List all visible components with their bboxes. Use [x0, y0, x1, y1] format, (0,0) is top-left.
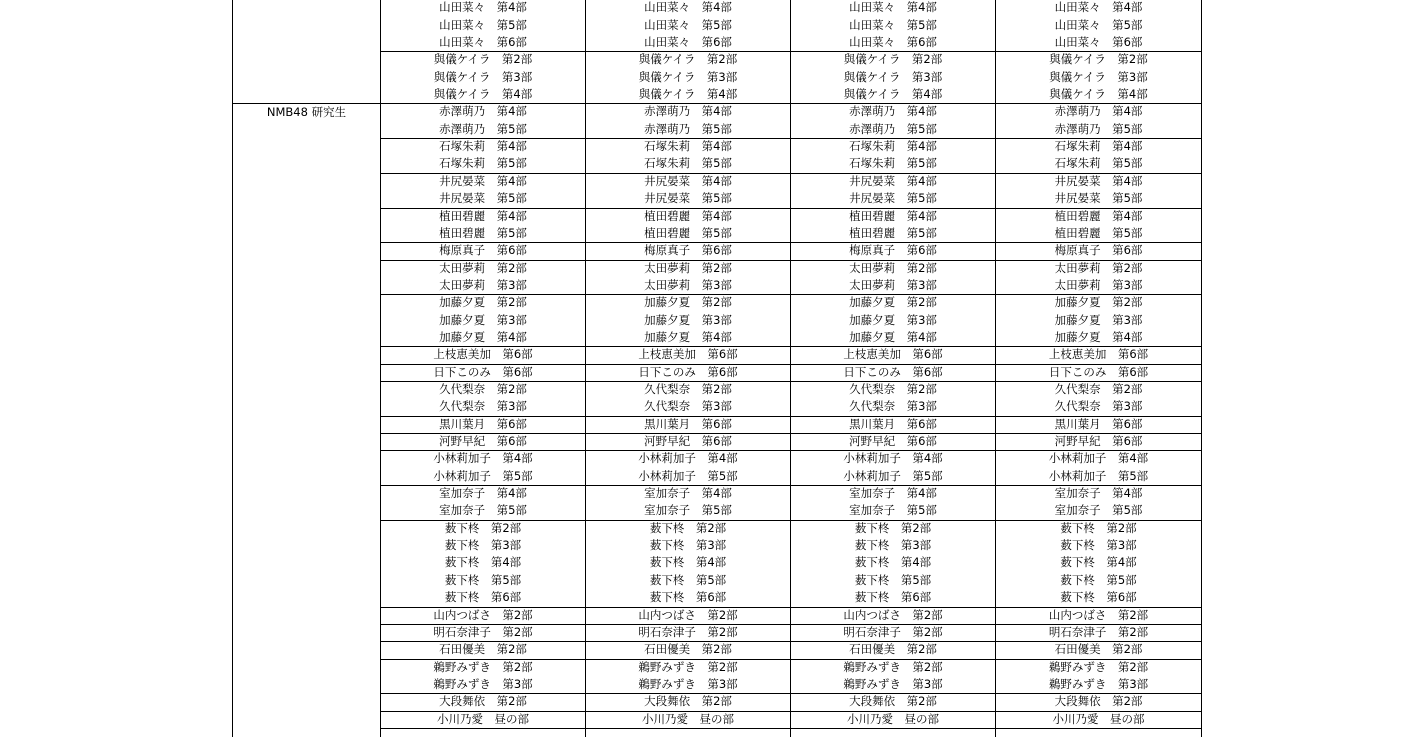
- schedule-cell: [996, 260, 1201, 295]
- schedule-cell: [381, 450, 585, 485]
- schedule-cell: [381, 624, 585, 641]
- member-entry: 石田優美 第2部: [644, 642, 732, 657]
- schedule-cell: [791, 624, 995, 641]
- schedule-cell: [791, 711, 995, 728]
- schedule-cell: [791, 0, 995, 51]
- member-entry: 薮下柊 第4部: [854, 555, 932, 570]
- schedule-cell: [791, 294, 995, 346]
- schedule-cell: [791, 51, 995, 103]
- schedule-cell: [791, 346, 995, 363]
- schedule-cell: [996, 659, 1201, 694]
- schedule-cell: [586, 711, 790, 728]
- member-entry: 植田碧麗 第5部: [439, 225, 527, 240]
- member-entry: 河野早紀 第6部: [439, 434, 527, 449]
- member-entry: 薮下柊 第6部: [854, 590, 932, 605]
- member-entry: 井尻晏菜 第4部: [644, 173, 732, 188]
- schedule-cell: [996, 208, 1201, 243]
- schedule-cell: [381, 711, 585, 728]
- schedule-cell: [791, 173, 995, 208]
- member-entry: 赤澤萌乃 第4部: [439, 104, 527, 119]
- member-entry: 梅原真子 第6部: [1054, 243, 1143, 258]
- schedule-cell: [381, 138, 585, 173]
- member-entry: 小林莉加子 第5部: [433, 468, 533, 483]
- member-entry: 山田菜々 第6部: [644, 35, 732, 49]
- schedule-cell: [586, 208, 790, 243]
- member-entry: 加藤夕夏 第3部: [644, 312, 732, 327]
- member-entry: 薮下柊 第2部: [1060, 520, 1137, 535]
- member-entry: 山田菜々 第5部: [849, 17, 937, 32]
- member-entry: 與儀ケイラ 第4部: [843, 87, 943, 102]
- schedule-cell: [791, 433, 995, 450]
- member-entry: 大段舞依 第2部: [1054, 694, 1143, 709]
- member-entry: 鵜野みずき 第2部: [433, 659, 533, 674]
- schedule-cell: [586, 520, 790, 607]
- member-entry: 鵜野みずき 第3部: [638, 676, 738, 691]
- member-entry: 黒川葉月 第6部: [644, 416, 732, 431]
- member-entry: 薮下柊 第6部: [1060, 590, 1137, 605]
- schedule-cell: [381, 346, 585, 363]
- schedule-cell: [791, 208, 995, 243]
- schedule-cell: [996, 51, 1201, 103]
- schedule-cell: [586, 485, 790, 520]
- member-entry: 赤澤萌乃 第4部: [644, 104, 732, 119]
- member-entry: 上枝恵美加 第6部: [1048, 347, 1149, 362]
- member-entry: 井尻晏菜 第5部: [439, 191, 527, 206]
- member-entry: 山田菜々 第4部: [439, 0, 527, 15]
- member-entry: 與儀ケイラ 第4部: [1049, 87, 1148, 102]
- member-entry: 與儀ケイラ 第3部: [638, 69, 738, 84]
- member-entry: 小林莉加子 第4部: [433, 451, 533, 466]
- member-entry: 加藤夕夏 第2部: [439, 295, 527, 310]
- member-entry: 與儀ケイラ 第4部: [433, 87, 533, 102]
- schedule-cell: [996, 624, 1201, 641]
- member-entry: 山田菜々 第6部: [849, 35, 937, 49]
- schedule-cell: [791, 520, 995, 607]
- member-entry: 植田碧麗 第4部: [439, 208, 527, 223]
- member-entry: 赤澤萌乃 第4部: [1054, 104, 1143, 119]
- member-entry: 山田菜々 第5部: [439, 17, 527, 32]
- member-entry: 薮下柊 第6部: [444, 590, 522, 605]
- member-entry: 山田菜々 第5部: [644, 17, 732, 32]
- member-entry: 加藤夕夏 第3部: [439, 312, 527, 327]
- member-entry: 加藤夕夏 第4部: [439, 329, 527, 344]
- member-entry: 鵜野みずき 第2部: [843, 659, 943, 674]
- member-entry: 黒川葉月 第6部: [1054, 416, 1143, 431]
- schedule-cell: [381, 520, 585, 607]
- schedule-cell: [381, 693, 585, 710]
- schedule-cell: [381, 103, 585, 138]
- group-label: NMB48 研究生: [266, 105, 347, 119]
- member-entry: 室加奈子 第4部: [849, 486, 937, 501]
- member-entry: 山田菜々 第4部: [1054, 0, 1143, 15]
- member-entry: 久代梨奈 第3部: [1054, 399, 1143, 414]
- member-entry: 薮下柊 第4部: [1060, 555, 1137, 570]
- schedule-cell: [586, 103, 790, 138]
- schedule-cell: [381, 364, 585, 381]
- member-entry: 明石奈津子 第2部: [638, 624, 738, 639]
- member-entry: 久代梨奈 第2部: [439, 382, 527, 396]
- schedule-cell: [381, 659, 585, 694]
- member-entry: 薮下柊 第3部: [854, 538, 932, 553]
- member-entry: 上枝恵美加 第6部: [433, 347, 533, 362]
- schedule-cell: [996, 138, 1201, 173]
- member-entry: 大段舞依 第2部: [644, 694, 732, 709]
- member-entry: 與儀ケイラ 第2部: [638, 52, 738, 67]
- schedule-cell: [996, 381, 1201, 416]
- schedule-cell: [381, 485, 585, 520]
- member-entry: 山田菜々 第6部: [439, 35, 527, 49]
- schedule-cell: [381, 208, 585, 243]
- member-entry: 明石奈津子 第2部: [433, 624, 533, 639]
- member-entry: 室加奈子 第5部: [644, 503, 732, 518]
- schedule-cell: [586, 242, 790, 259]
- schedule-cell: [791, 693, 995, 710]
- member-entry: 植田碧麗 第4部: [644, 208, 732, 223]
- member-entry: 井尻晏菜 第5部: [1054, 191, 1143, 206]
- member-entry: 久代梨奈 第3部: [439, 399, 527, 414]
- member-entry: 太田夢莉 第3部: [644, 277, 732, 292]
- schedule-cell: [996, 103, 1201, 138]
- member-entry: 室加奈子 第4部: [439, 486, 527, 501]
- member-entry: 上枝恵美加 第6部: [638, 347, 738, 362]
- schedule-cell: [381, 433, 585, 450]
- member-entry: 加藤夕夏 第3部: [849, 312, 937, 327]
- member-entry: 植田碧麗 第5部: [849, 225, 937, 240]
- member-entry: 明石奈津子 第2部: [843, 624, 943, 639]
- member-entry: 植田碧麗 第4部: [1054, 208, 1143, 223]
- member-entry: 黒川葉月 第6部: [849, 416, 937, 431]
- member-entry: 井尻晏菜 第5部: [644, 191, 732, 206]
- member-entry: 久代梨奈 第3部: [849, 399, 937, 414]
- schedule-cell: [791, 641, 995, 658]
- member-entry: 薮下柊 第5部: [854, 572, 932, 587]
- member-entry: 梅原真子 第6部: [644, 243, 732, 258]
- member-entry: 久代梨奈 第2部: [644, 382, 732, 396]
- schedule-cell: [996, 346, 1201, 363]
- member-entry: 加藤夕夏 第2部: [1054, 295, 1143, 310]
- schedule-cell: [586, 641, 790, 658]
- member-entry: 太田夢莉 第2部: [1054, 260, 1143, 275]
- member-entry: 石田優美 第2部: [439, 642, 527, 657]
- member-entry: 赤澤萌乃 第5部: [644, 121, 732, 136]
- schedule-cell: [996, 173, 1201, 208]
- member-entry: 久代梨奈 第3部: [644, 399, 732, 414]
- member-entry: 植田碧麗 第5部: [1054, 225, 1143, 240]
- schedule-cell: [996, 0, 1201, 51]
- schedule-cell: [996, 693, 1201, 710]
- member-entry: 與儀ケイラ 第3部: [843, 69, 943, 84]
- member-entry: 小林莉加子 第5部: [638, 468, 738, 483]
- member-entry: 薮下柊 第4部: [444, 555, 522, 570]
- schedule-cell: [996, 450, 1201, 485]
- schedule-cell: [996, 364, 1201, 381]
- schedule-cell: [381, 260, 585, 295]
- member-entry: 薮下柊 第2部: [649, 520, 727, 535]
- schedule-cell: [996, 433, 1201, 450]
- schedule-cell: [996, 520, 1201, 607]
- schedule-cell: [586, 346, 790, 363]
- schedule-cell: [586, 138, 790, 173]
- member-entry: 山内つばさ 第2部: [638, 607, 738, 622]
- schedule-cell: [586, 416, 790, 433]
- schedule-cell: [586, 624, 790, 641]
- member-entry: 與儀ケイラ 第4部: [638, 87, 738, 102]
- schedule-cell: [381, 0, 585, 51]
- member-entry: 薮下柊 第6部: [649, 590, 727, 605]
- member-entry: 赤澤萌乃 第4部: [849, 104, 937, 119]
- member-entry: 鵜野みずき 第3部: [1048, 676, 1149, 691]
- schedule-cell: [996, 242, 1201, 259]
- member-entry: 梅原真子 第6部: [439, 243, 527, 258]
- schedule-cell: [791, 485, 995, 520]
- member-entry: 石田優美 第2部: [1054, 642, 1143, 657]
- schedule-cell: [381, 416, 585, 433]
- member-entry: 加藤夕夏 第4部: [849, 329, 937, 344]
- member-entry: 鵜野みずき 第3部: [843, 676, 943, 691]
- member-entry: 赤澤萌乃 第5部: [849, 121, 937, 136]
- member-entry: 小林莉加子 第4部: [1048, 451, 1149, 466]
- member-entry: 山内つばさ 第2部: [843, 607, 943, 622]
- member-entry: 石塚朱莉 第5部: [439, 156, 527, 171]
- member-entry: 石塚朱莉 第5部: [1054, 156, 1143, 171]
- member-entry: 石塚朱莉 第4部: [644, 139, 732, 154]
- member-entry: 山内つばさ 第2部: [1048, 607, 1149, 622]
- member-entry: 久代梨奈 第2部: [849, 382, 937, 396]
- member-entry: 太田夢莉 第3部: [849, 277, 937, 292]
- member-entry: 小林莉加子 第4部: [843, 451, 943, 466]
- member-entry: 薮下柊 第4部: [649, 555, 727, 570]
- schedule-cell: [791, 242, 995, 259]
- member-entry: 薮下柊 第3部: [444, 538, 522, 553]
- member-entry: 石塚朱莉 第5部: [644, 156, 732, 171]
- member-entry: 太田夢莉 第3部: [1054, 277, 1143, 292]
- member-entry: 石塚朱莉 第4部: [439, 139, 527, 154]
- member-entry: 加藤夕夏 第3部: [1054, 312, 1143, 327]
- member-entry: 太田夢莉 第2部: [439, 260, 527, 275]
- member-entry: 小林莉加子 第5部: [843, 468, 943, 483]
- member-entry: 太田夢莉 第2部: [849, 260, 937, 275]
- schedule-cell: [586, 450, 790, 485]
- table-border-right: [1201, 0, 1202, 737]
- schedule-cell: [381, 381, 585, 416]
- schedule-cell: [381, 607, 585, 624]
- row-divider: [380, 728, 1202, 729]
- schedule-cell: [586, 260, 790, 295]
- member-entry: 與儀ケイラ 第3部: [1049, 69, 1148, 84]
- member-entry: 薮下柊 第5部: [649, 572, 727, 587]
- member-entry: 赤澤萌乃 第5部: [1054, 121, 1143, 136]
- schedule-cell: [791, 138, 995, 173]
- member-entry: 薮下柊 第2部: [854, 520, 932, 535]
- member-entry: 日下このみ 第6部: [1048, 364, 1149, 379]
- member-entry: 加藤夕夏 第2部: [644, 295, 732, 310]
- member-entry: 石塚朱莉 第4部: [849, 139, 937, 154]
- member-entry: 太田夢莉 第2部: [644, 260, 732, 275]
- member-entry: 山田菜々 第4部: [849, 0, 937, 15]
- schedule-cell: [791, 364, 995, 381]
- member-entry: 薮下柊 第3部: [1060, 538, 1137, 553]
- schedule-cell: [381, 242, 585, 259]
- member-entry: 加藤夕夏 第2部: [849, 295, 937, 310]
- member-entry: 薮下柊 第5部: [444, 572, 522, 587]
- member-entry: 太田夢莉 第3部: [439, 277, 527, 292]
- schedule-cell: [996, 641, 1201, 658]
- member-entry: 大段舞依 第2部: [439, 694, 527, 709]
- schedule-cell: [586, 693, 790, 710]
- member-entry: 小川乃愛 昼の部: [1052, 711, 1145, 726]
- member-entry: 河野早紀 第6部: [1054, 434, 1143, 449]
- member-entry: 薮下柊 第3部: [649, 538, 727, 553]
- schedule-cell: [586, 294, 790, 346]
- member-entry: 小林莉加子 第5部: [1048, 468, 1149, 483]
- member-entry: 小川乃愛 昼の部: [847, 711, 939, 726]
- schedule-cell: [791, 260, 995, 295]
- member-entry: 山田菜々 第5部: [1054, 17, 1143, 32]
- member-entry: 井尻晏菜 第4部: [439, 173, 527, 188]
- member-entry: 室加奈子 第5部: [849, 503, 937, 518]
- member-entry: 加藤夕夏 第4部: [1054, 329, 1143, 344]
- member-entry: 小川乃愛 昼の部: [642, 711, 734, 726]
- member-entry: 日下このみ 第6部: [433, 364, 533, 379]
- member-entry: 與儀ケイラ 第2部: [1049, 52, 1148, 67]
- schedule-cell: [586, 433, 790, 450]
- schedule-cell: [586, 381, 790, 416]
- schedule-cell: [586, 607, 790, 624]
- member-entry: 石田優美 第2部: [849, 642, 937, 657]
- member-entry: 黒川葉月 第6部: [439, 416, 527, 431]
- member-entry: 室加奈子 第4部: [1054, 486, 1143, 501]
- schedule-cell: [996, 711, 1201, 728]
- member-entry: 井尻晏菜 第4部: [1054, 173, 1143, 188]
- schedule-cell: [791, 103, 995, 138]
- schedule-cell: [996, 607, 1201, 624]
- member-entry: 井尻晏菜 第5部: [849, 191, 937, 206]
- member-entry: 大段舞依 第2部: [849, 694, 937, 709]
- member-entry: 小林莉加子 第4部: [638, 451, 738, 466]
- schedule-cell: [381, 641, 585, 658]
- member-entry: 山内つばさ 第2部: [433, 607, 533, 622]
- schedule-cell: [791, 416, 995, 433]
- member-entry: 上枝恵美加 第6部: [843, 347, 943, 362]
- member-entry: 石塚朱莉 第5部: [849, 156, 937, 171]
- member-entry: 明石奈津子 第2部: [1048, 624, 1149, 639]
- member-entry: 室加奈子 第5部: [1054, 503, 1143, 518]
- member-entry: 加藤夕夏 第4部: [644, 329, 732, 344]
- member-entry: 薮下柊 第5部: [1060, 572, 1137, 587]
- schedule-cell: [586, 364, 790, 381]
- schedule-cell: [586, 0, 790, 51]
- member-entry: 與儀ケイラ 第2部: [843, 52, 943, 67]
- member-entry: 室加奈子 第5部: [439, 503, 527, 518]
- member-entry: 鵜野みずき 第2部: [638, 659, 738, 674]
- member-entry: 鵜野みずき 第3部: [433, 676, 533, 691]
- member-entry: 赤澤萌乃 第5部: [439, 121, 527, 136]
- schedule-cell: [791, 607, 995, 624]
- schedule-cell: [996, 294, 1201, 346]
- schedule-cell: [791, 450, 995, 485]
- schedule-cell: [381, 173, 585, 208]
- member-entry: 植田碧麗 第5部: [644, 225, 732, 240]
- member-entry: 山田菜々 第6部: [1054, 35, 1143, 49]
- schedule-cell: [996, 485, 1201, 520]
- member-entry: 河野早紀 第6部: [644, 434, 732, 449]
- member-entry: 鵜野みずき 第2部: [1048, 659, 1149, 674]
- schedule-cell: [791, 659, 995, 694]
- member-entry: 河野早紀 第6部: [849, 434, 937, 449]
- member-entry: 小川乃愛 昼の部: [437, 711, 529, 726]
- schedule-cell: [586, 659, 790, 694]
- member-entry: 室加奈子 第4部: [644, 486, 732, 501]
- schedule-cell: [586, 51, 790, 103]
- member-entry: 薮下柊 第2部: [444, 520, 522, 535]
- schedule-cell: [791, 381, 995, 416]
- schedule-cell: [586, 173, 790, 208]
- member-entry: 石塚朱莉 第4部: [1054, 139, 1143, 154]
- schedule-cell: [381, 51, 585, 103]
- schedule-cell: [996, 416, 1201, 433]
- member-entry: 梅原真子 第6部: [849, 243, 937, 258]
- member-entry: 井尻晏菜 第4部: [849, 173, 937, 188]
- member-entry: 山田菜々 第4部: [644, 0, 732, 15]
- member-entry: 與儀ケイラ 第3部: [433, 69, 533, 84]
- member-entry: 久代梨奈 第2部: [1054, 382, 1143, 396]
- member-entry: 日下このみ 第6部: [638, 364, 738, 379]
- member-entry: 植田碧麗 第4部: [849, 208, 937, 223]
- member-entry: 與儀ケイラ 第2部: [433, 52, 533, 67]
- member-entry: 日下このみ 第6部: [843, 364, 943, 379]
- schedule-cell: [381, 294, 585, 346]
